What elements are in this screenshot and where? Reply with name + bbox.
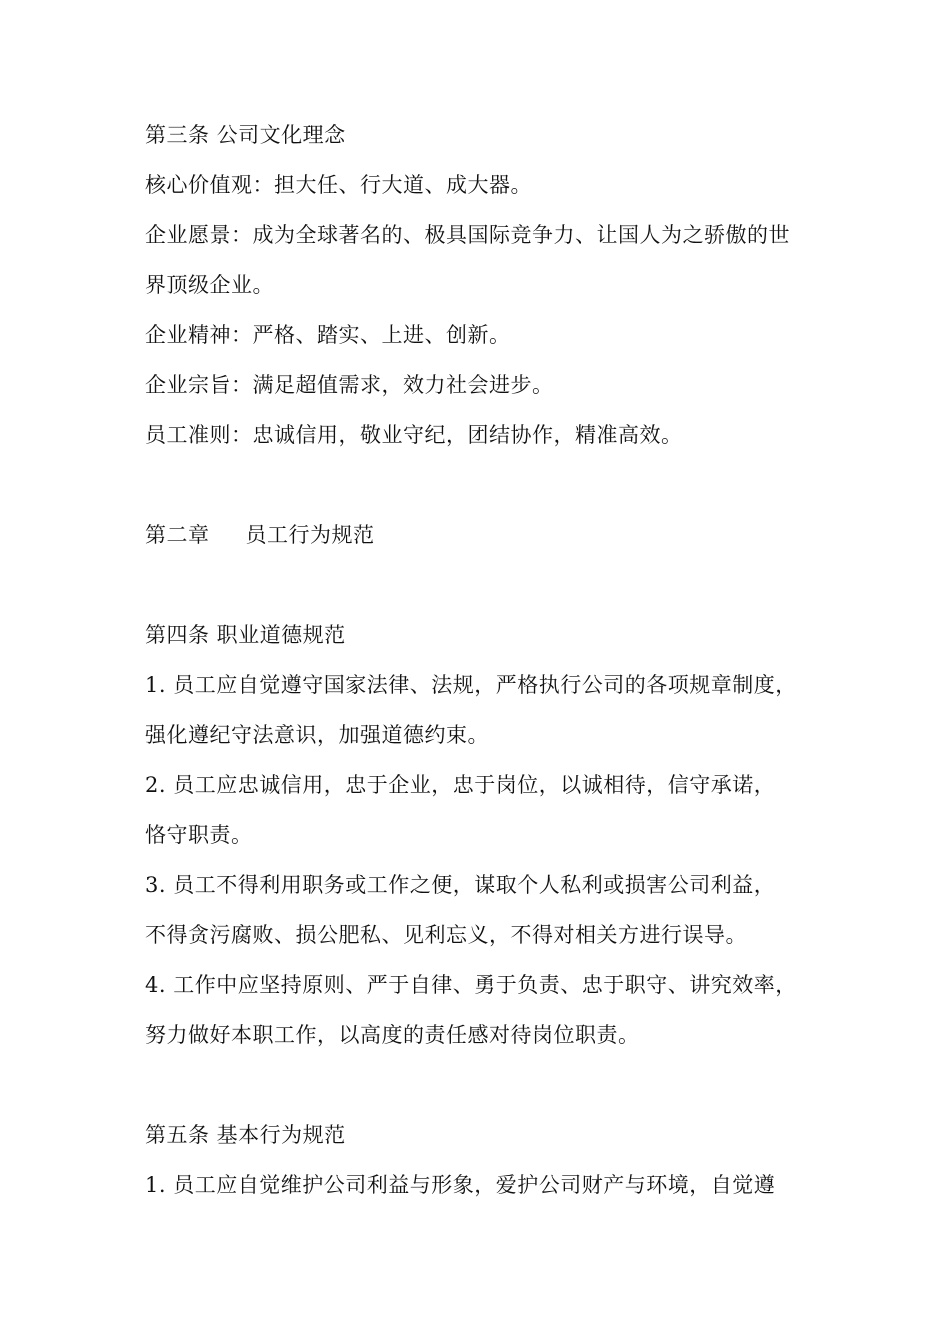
article-4-item-4-line-1: 4. 工作中应坚持原则、严于自律、勇于负责、忠于职守、讲究效率， xyxy=(145,973,797,997)
chapter-title: 员工行为规范 xyxy=(245,523,375,547)
article-5-heading: 第五条 基本行为规范 xyxy=(145,1123,346,1147)
article-5-item-1-line-1: 1. 员工应自觉维护公司利益与形象，爱护公司财产与环境，自觉遵 xyxy=(145,1173,776,1197)
vision-text-line-1: 企业愿景：成为全球著名的、极具国际竞争力、让国人为之骄傲的世 xyxy=(145,223,790,247)
article-4-item-1-line-2: 强化遵纪守法意识，加强道德约束。 xyxy=(145,723,489,747)
article-4-item-3-line-2: 不得贪污腐败、损公肥私、见利忘义，不得对相关方进行误导。 xyxy=(145,923,747,947)
core-values-text: 核心价值观：担大任、行大道、成大器。 xyxy=(145,173,532,197)
article-4-item-1-line-1: 1. 员工应自觉遵守国家法律、法规，严格执行公司的各项规章制度， xyxy=(145,673,797,697)
purpose-text: 企业宗旨：满足超值需求，效力社会进步。 xyxy=(145,373,554,397)
chapter-number: 第二章 xyxy=(145,523,210,547)
chapter-2-heading xyxy=(145,520,375,550)
guideline-text: 员工准则：忠诚信用，敬业守纪，团结协作，精准高效。 xyxy=(145,423,683,447)
article-4-item-2-line-1: 2. 员工应忠诚信用，忠于企业，忠于岗位，以诚相待，信守承诺， xyxy=(145,773,776,797)
article-4-item-2-line-2: 恪守职责。 xyxy=(145,823,253,847)
article-4-heading: 第四条 职业道德规范 xyxy=(145,623,346,647)
vision-text-line-2: 界顶级企业。 xyxy=(145,273,274,297)
article-4-item-4-line-2: 努力做好本职工作，以高度的责任感对待岗位职责。 xyxy=(145,1023,640,1047)
spirit-text: 企业精神：严格、踏实、上进、创新。 xyxy=(145,323,511,347)
article-4-item-3-line-1: 3. 员工不得利用职务或工作之便，谋取个人私利或损害公司利益， xyxy=(145,873,776,897)
article-3-heading: 第三条 公司文化理念 xyxy=(145,123,346,147)
